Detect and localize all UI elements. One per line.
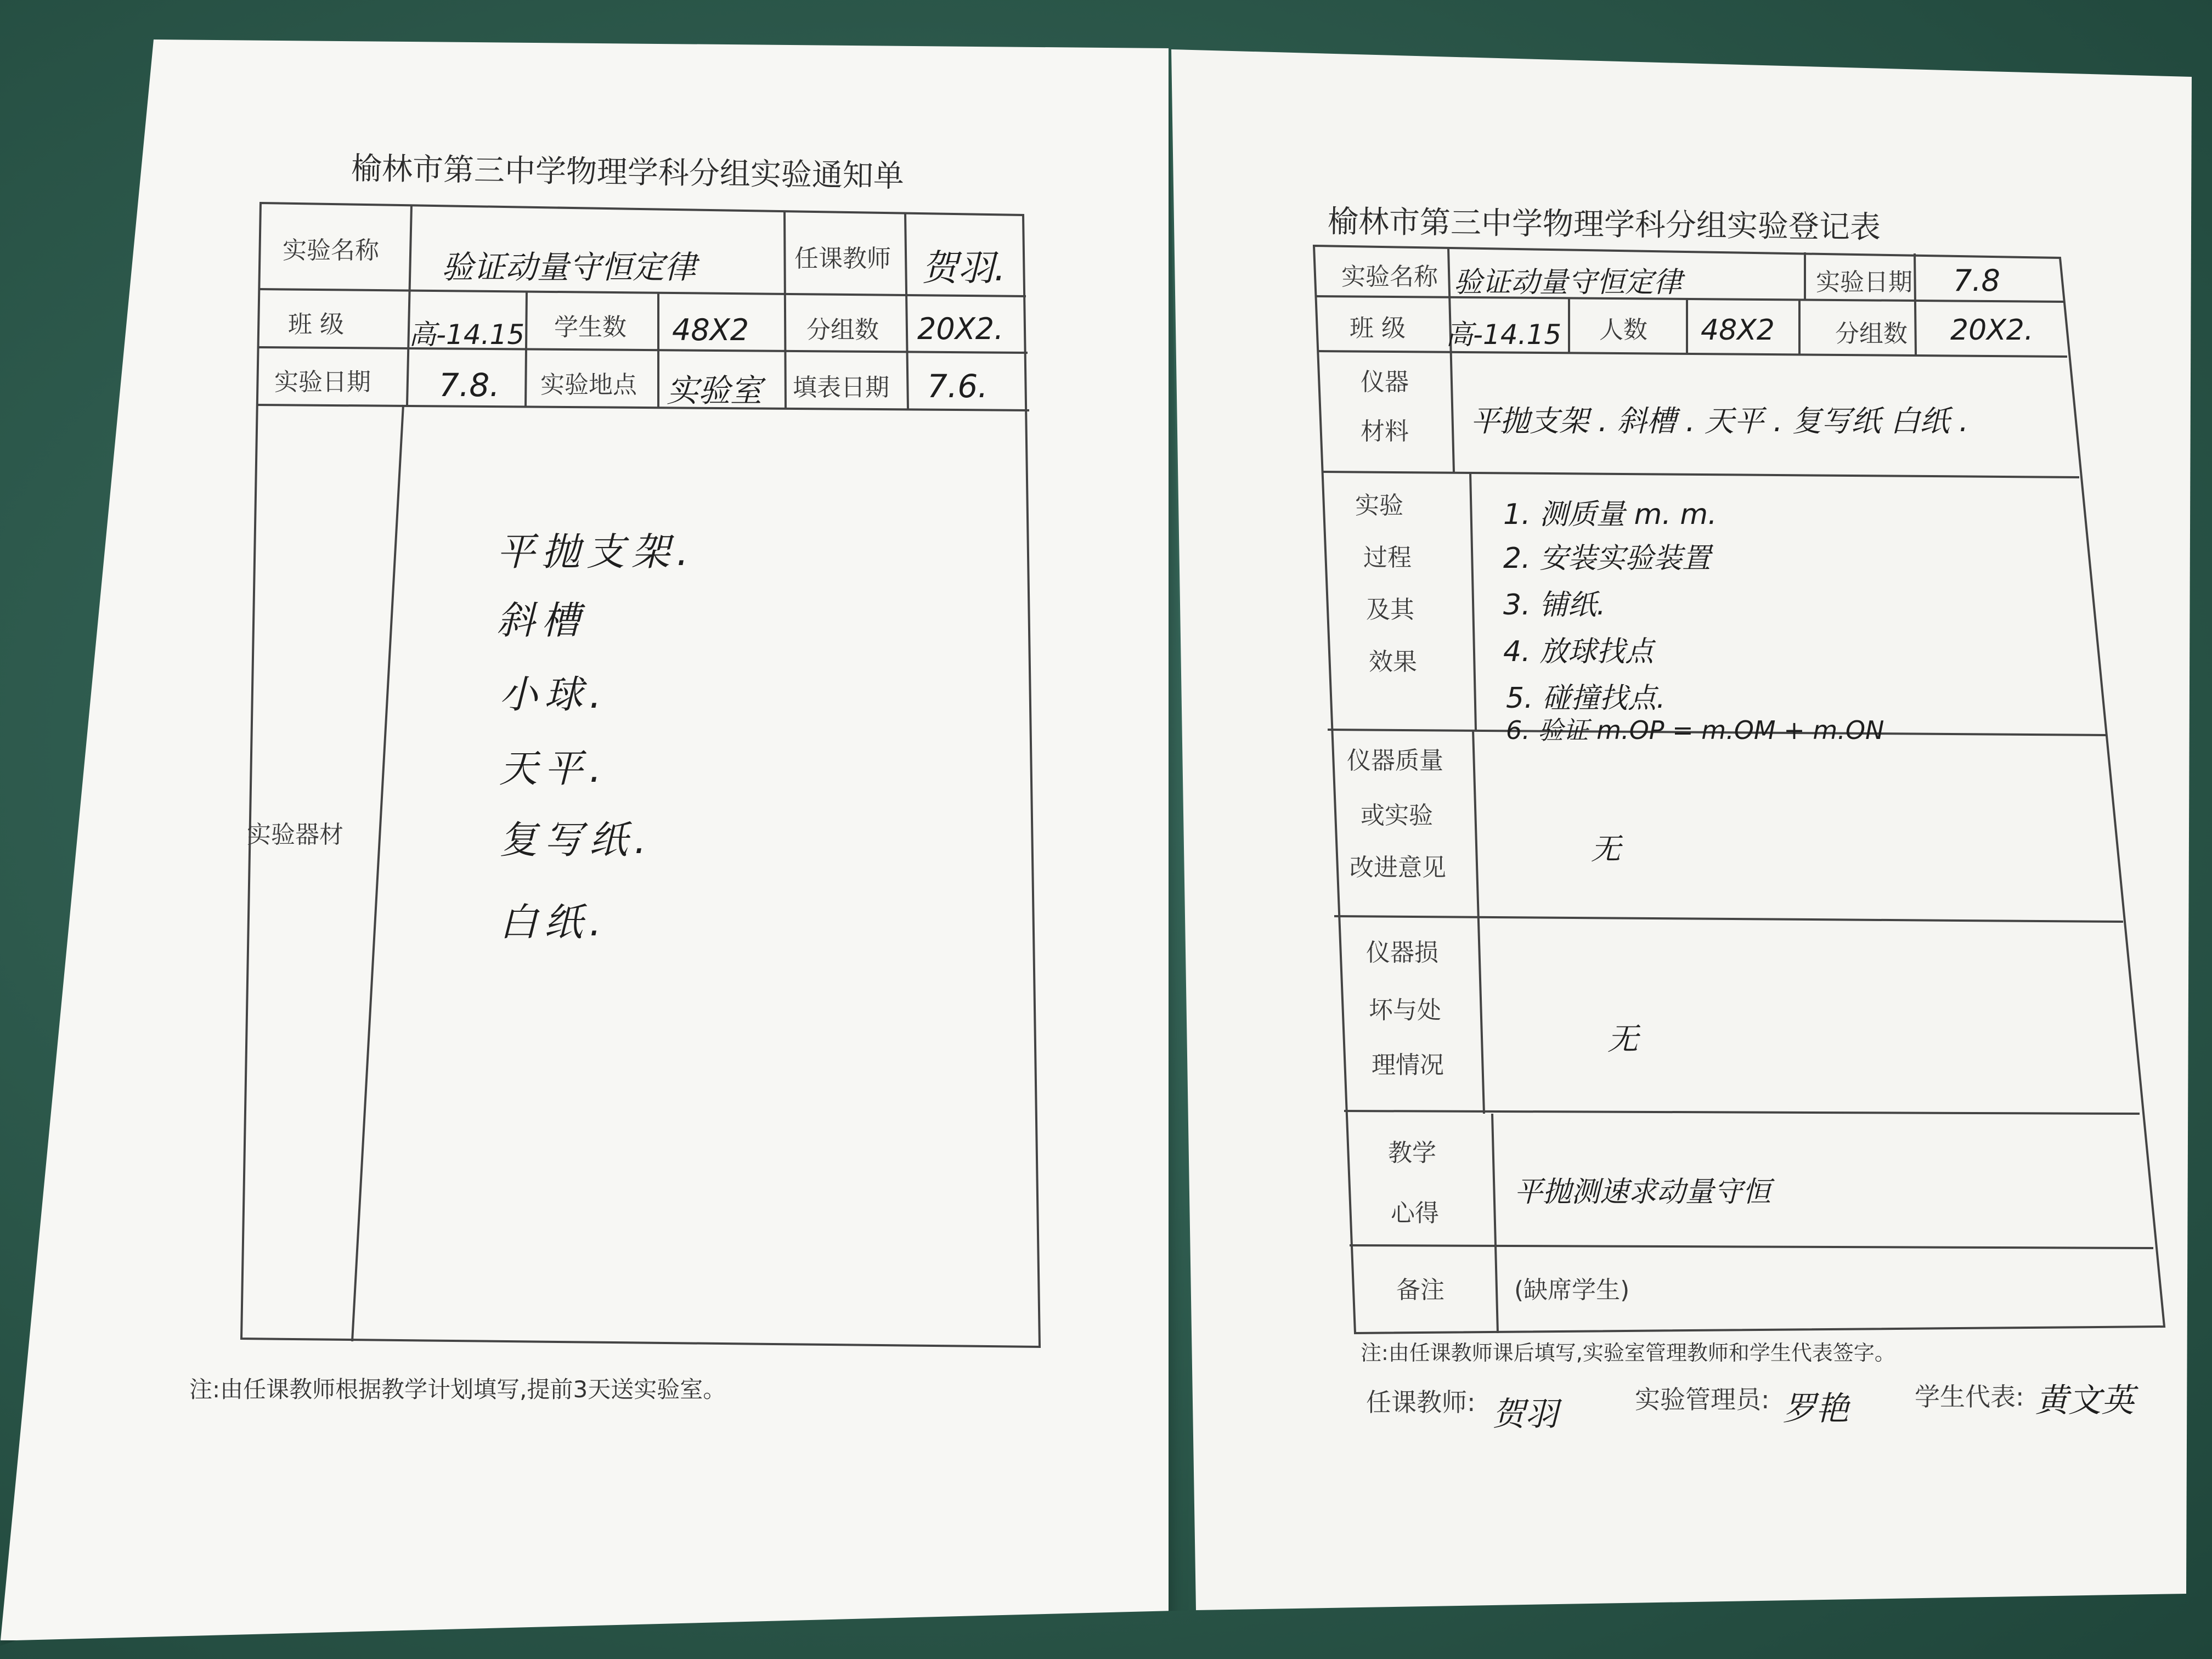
label-people: 人数 — [1599, 316, 1647, 344]
value-teaching: 平抛测速求动量守恒 — [1514, 1176, 1771, 1209]
signature-teacher: 贺羽 — [1492, 1395, 1558, 1434]
label-damage: 坏与处 — [1369, 996, 1441, 1024]
label-quality: 改进意见 — [1350, 854, 1446, 882]
label-damage: 理情况 — [1372, 1051, 1444, 1079]
label-process: 实验 — [1355, 492, 1403, 520]
value-date: 7.8 — [1953, 263, 2000, 298]
label-date: 实验日期 — [1816, 268, 1912, 296]
process-step: 6. 验证 m.OP = m.OM + m.ON — [1506, 715, 1884, 745]
signature-teacher-label: 任课教师: — [1366, 1387, 1476, 1417]
value-experiment-name: 验证动量守恒定律 — [1454, 266, 1683, 299]
signature-student: 黄文英 — [2035, 1381, 2134, 1420]
process-step: 3. 铺纸. — [1503, 589, 1606, 622]
label-teaching: 教学 — [1388, 1139, 1436, 1167]
equipment-item: 天平. — [499, 746, 608, 791]
process-step: 2. 安装实验装置 — [1503, 542, 1711, 575]
register-form-title: 榆林市第三中学物理学科分组实验登记表 — [1327, 204, 1881, 246]
notice-footer-note: 注:由任课教师根据教学计划填写,提前3天送实验室。 — [189, 1376, 726, 1403]
label-remark: 备注 — [1396, 1276, 1444, 1304]
label-materials: 材料 — [1361, 417, 1409, 445]
label-equipment: 实验器材 — [247, 821, 343, 849]
label-class: 班 级 — [288, 311, 344, 338]
value-remark: (缺席学生) — [1514, 1276, 1630, 1304]
equipment-item: 复写纸. — [499, 817, 653, 862]
label-experiment-name: 实验名称 — [283, 236, 379, 264]
process-step: 4. 放球找点 — [1503, 635, 1654, 668]
signature-admin-label: 实验管理员: — [1635, 1385, 1770, 1414]
label-teaching: 心得 — [1391, 1199, 1439, 1227]
equipment-item: 平抛支架. — [496, 529, 696, 574]
label-groups: 分组数 — [806, 316, 879, 344]
value-damage: 无 — [1607, 1022, 1638, 1057]
value-groups: 20X2. — [917, 312, 1004, 346]
signature-admin: 罗艳 — [1783, 1390, 1849, 1428]
label-place: 实验地点 — [540, 371, 637, 399]
equipment-item: 小球. — [499, 672, 608, 717]
signature-student-label: 学生代表: — [1915, 1382, 2024, 1412]
value-fill-date: 7.6. — [927, 368, 988, 405]
notice-form-title: 榆林市第三中学物理学科分组实验通知单 — [351, 150, 905, 195]
equipment-item: 白纸. — [499, 900, 608, 945]
label-quality: 或实验 — [1361, 802, 1433, 830]
process-step: 1. 测质量 m. m. — [1503, 498, 1717, 531]
value-class: 高-14.15 — [1446, 319, 1562, 351]
value-class: 高-14.15 — [409, 319, 525, 351]
value-place: 实验室 — [667, 372, 763, 409]
value-teacher: 贺羽. — [922, 247, 1006, 289]
value-materials: 平抛支架 . 斜槽 . 天平 . 复写纸 白纸 . — [1470, 404, 1968, 438]
value-students: 48X2 — [672, 313, 749, 347]
process-step: 5. 碰撞找点. — [1506, 682, 1666, 715]
label-experiment-name: 实验名称 — [1341, 263, 1438, 291]
label-fill-date: 填表日期 — [793, 374, 889, 402]
label-process: 及其 — [1366, 596, 1414, 624]
label-process: 过程 — [1363, 544, 1412, 572]
value-quality: 无 — [1591, 832, 1621, 866]
label-quality: 仪器质量 — [1347, 747, 1443, 775]
label-process: 效果 — [1369, 648, 1417, 676]
label-date: 实验日期 — [274, 368, 371, 396]
value-groups: 20X2. — [1950, 314, 2034, 347]
label-students: 学生数 — [554, 313, 627, 341]
label-materials: 仪器 — [1361, 368, 1409, 396]
label-damage: 仪器损 — [1366, 939, 1438, 967]
value-date: 7.8. — [439, 366, 500, 404]
value-experiment-name: 验证动量守恒定律 — [442, 249, 697, 286]
label-class: 班 级 — [1350, 314, 1406, 342]
register-footer-note: 注:由任课教师课后填写,实验室管理教师和学生代表签字。 — [1361, 1341, 1895, 1365]
equipment-item: 斜槽 — [496, 598, 586, 643]
value-people: 48X2 — [1701, 314, 1775, 347]
label-groups: 分组数 — [1835, 320, 1908, 348]
label-teacher: 任课教师 — [794, 245, 891, 273]
